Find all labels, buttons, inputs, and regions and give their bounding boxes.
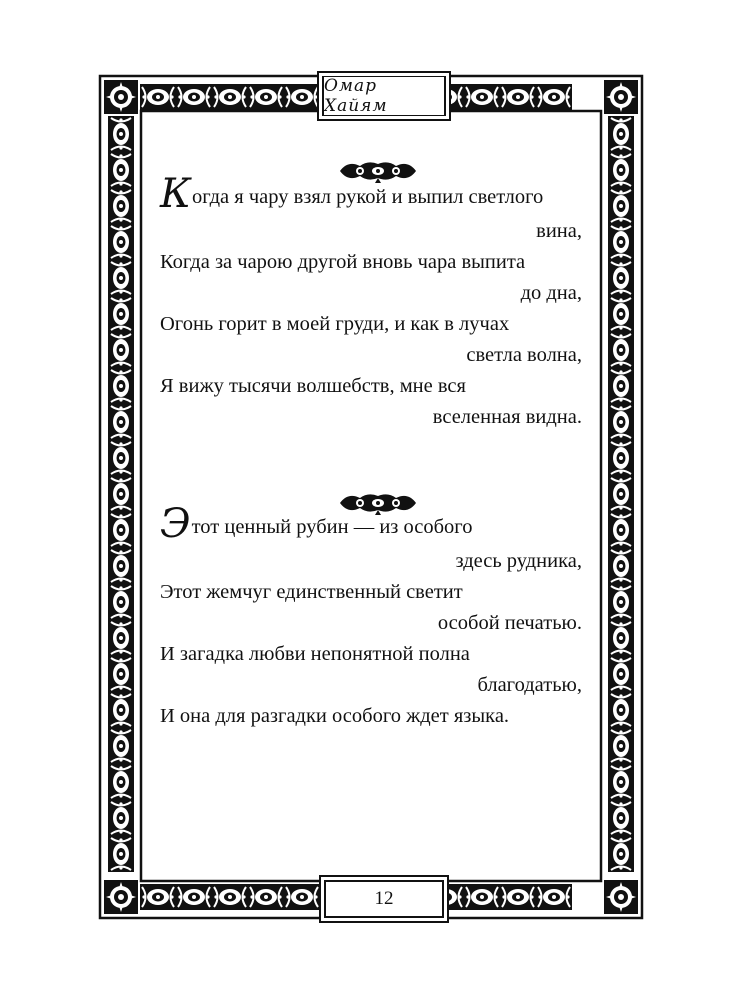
border-motif	[108, 332, 134, 368]
border-motif	[212, 884, 248, 910]
drop-cap: Э	[160, 501, 191, 547]
verse-line: светла волна,	[466, 344, 582, 366]
verse-line: Этот ценный рубин — из особого	[160, 501, 473, 547]
border-motif	[608, 224, 634, 260]
border-motif	[608, 836, 634, 872]
border-motif	[108, 800, 134, 836]
border-motif	[108, 764, 134, 800]
border-motif	[608, 620, 634, 656]
border-motif	[608, 476, 634, 512]
quatrain-2	[160, 501, 582, 732]
border-motif	[108, 152, 134, 188]
drop-cap: К	[160, 171, 191, 217]
verse-line: особой печатью.	[437, 612, 582, 634]
border-motif	[464, 884, 500, 910]
verse-line: благодатью,	[477, 674, 582, 696]
border-motif	[108, 224, 134, 260]
verse-line: вина,	[536, 220, 582, 242]
verse-line: Я вижу тысячи волшебств, мне вся	[160, 375, 466, 397]
border-motif	[108, 440, 134, 476]
border-motif	[108, 620, 134, 656]
running-header: Омар Хайям	[324, 77, 444, 115]
border-motif	[248, 84, 284, 110]
border-motif	[608, 800, 634, 836]
border-motif	[608, 548, 634, 584]
border-motif	[108, 296, 134, 332]
border-motif	[608, 368, 634, 404]
border-motif	[108, 692, 134, 728]
border-motif	[608, 584, 634, 620]
border-motif	[608, 404, 634, 440]
border-motif	[500, 884, 536, 910]
border-motif	[108, 728, 134, 764]
border-motif	[108, 188, 134, 224]
border-motif	[108, 656, 134, 692]
verse-line: вселенная видна.	[432, 406, 582, 428]
border-motif	[608, 152, 634, 188]
border-motif	[608, 764, 634, 800]
border-motif	[608, 260, 634, 296]
quatrain-1	[160, 171, 582, 433]
border-motif	[284, 84, 320, 110]
border-motif	[176, 884, 212, 910]
border-motif	[608, 116, 634, 152]
border-motif	[608, 656, 634, 692]
border-motif	[608, 440, 634, 476]
border-motif	[108, 512, 134, 548]
border-motif	[608, 728, 634, 764]
border-motif	[608, 512, 634, 548]
border-motif	[108, 404, 134, 440]
verse-line: Когда за чарою другой вновь чара выпита	[160, 251, 526, 273]
border-motif	[248, 884, 284, 910]
verse-line: Когда я чару взял рукой и выпил светлого	[160, 171, 544, 217]
border-motif	[608, 332, 634, 368]
border-motif	[176, 84, 212, 110]
border-motif	[108, 584, 134, 620]
border-motif	[108, 116, 134, 152]
border-motif	[212, 84, 248, 110]
verse-line: Огонь горит в моей груди, и как в лучах	[160, 313, 510, 335]
border-motif	[608, 692, 634, 728]
border-motif	[104, 880, 138, 914]
page-number: 12	[326, 882, 442, 916]
border-motif	[108, 260, 134, 296]
border-motif	[608, 188, 634, 224]
border-motif	[140, 84, 176, 110]
border-motif	[536, 884, 572, 910]
border-motif	[536, 84, 572, 110]
border-motif	[604, 80, 638, 114]
border-motif	[464, 84, 500, 110]
border-motif	[108, 548, 134, 584]
border-motif	[608, 296, 634, 332]
border-motif	[500, 84, 536, 110]
verse-line: И загадка любви непонятной полна	[160, 643, 470, 665]
verse-line: до дна,	[520, 282, 582, 304]
border-motif	[108, 476, 134, 512]
border-motif	[284, 884, 320, 910]
border-motif	[108, 368, 134, 404]
verse-line: здесь рудника,	[455, 550, 582, 572]
border-motif	[104, 80, 138, 114]
border-motif	[140, 884, 176, 910]
border-motif	[604, 880, 638, 914]
verse-line: Этот жемчуг единственный светит	[160, 581, 463, 603]
border-motif	[108, 836, 134, 872]
verse-line: И она для разгадки особого ждет языка.	[160, 705, 510, 727]
